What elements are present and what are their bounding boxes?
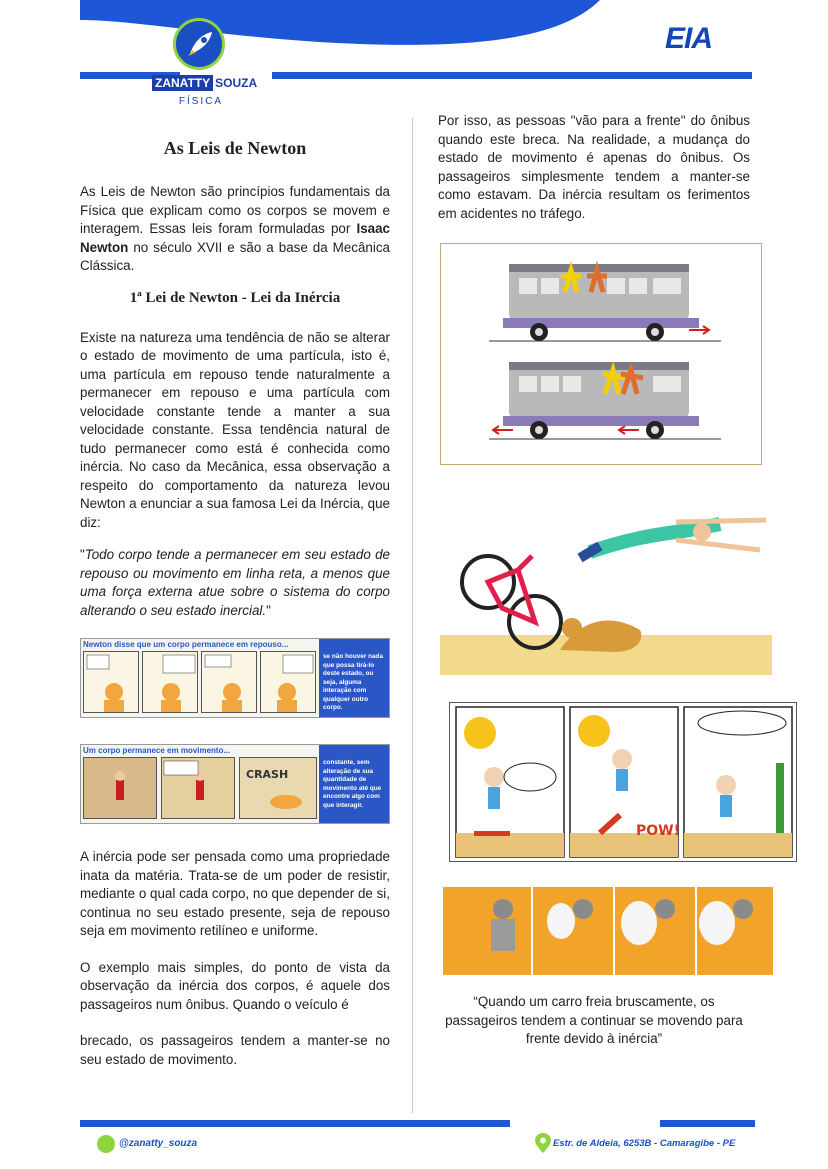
location-pin-icon bbox=[535, 1133, 551, 1153]
instagram-icon bbox=[97, 1135, 115, 1153]
comic-repouso-caption: Newton disse que um corpo permanece em repouso... bbox=[83, 640, 289, 649]
comic-panel bbox=[260, 651, 316, 713]
left-column bbox=[80, 120, 390, 1069]
brand-logo bbox=[146, 18, 256, 108]
comic-movimento-side-text: constante, sem alteração de sua quantidade de movimento até que encontre algo com que interagir. bbox=[319, 745, 389, 823]
footer-bar-short bbox=[660, 1120, 755, 1127]
bus-example-paragraph: O exemplo mais simples, do ponto de vista da observação da inércia dos corpos, é aquele dos passageiros num ônibus. Quando o veículo é bbox=[80, 959, 390, 1012]
instagram-handle[interactable]: @zanatty_souza bbox=[119, 1138, 198, 1149]
bus-braking-figure bbox=[440, 243, 762, 465]
intro-paragraph bbox=[80, 183, 390, 276]
crash-sound-text: CRASH bbox=[246, 768, 289, 781]
comic-panel bbox=[83, 757, 157, 819]
brand-name-part-2: SOUZA bbox=[215, 76, 258, 90]
car-crash-figure bbox=[443, 887, 773, 975]
address-text: Estr. de Aldeia, 6253B - Camaragibe - PE bbox=[553, 1138, 736, 1149]
eia-logo: EIA bbox=[665, 22, 713, 55]
comic-repouso bbox=[80, 638, 390, 718]
inertia-property-paragraph: A inércia pode ser pensada como uma propriedade inata da matéria. Trata-se de um poder de resistir, mediante o qual cada corpo, no que depender de si, continua no seu estado presente, seja de repouso seja em movimento retilíneo e uniforme. bbox=[80, 849, 390, 938]
quote-open-mark: " bbox=[80, 547, 85, 562]
comic-panel bbox=[239, 757, 317, 819]
page-title: As Leis de Newton bbox=[163, 138, 307, 158]
section-title: 1ª Lei de Newton - Lei da Inércia bbox=[129, 289, 341, 306]
comic-panel bbox=[142, 651, 198, 713]
footer-bar bbox=[80, 1120, 510, 1127]
comic-panel bbox=[161, 757, 235, 819]
brand-name bbox=[152, 74, 258, 92]
comic-repouso-side-text: se não houver nada que possa tirá-lo deste estado, ou seja, alguma interação com qualquer outro corpo. bbox=[319, 639, 389, 717]
pow-sound-text: POW! bbox=[636, 823, 680, 839]
brand-name-part-1: ZANATTY bbox=[152, 75, 213, 91]
brand-subtitle: FÍSICA bbox=[178, 96, 224, 107]
intro-text-1: As Leis de Newton são princípios fundamentais da Física que explicam como os corpos se movem e interagem. Essas leis foram formuladas por bbox=[80, 184, 390, 236]
bus-consequence-paragraph: Por isso, as pessoas "vão para a frente" do ônibus quando este breca. Na realidade, a mudança do estado de movimento é apenas do ônibus. Os passageiros simplesmente tendem a manter-se como estavam. Da inércia resultam os ferimentos em acidentes no tráfego. bbox=[438, 113, 750, 221]
comic-panel bbox=[201, 651, 257, 713]
quote-text: Todo corpo tende a permanecer em seu estado de repouso ou movimento em linha reta, a menos que uma força externa atue sobre o sistema do corpo alterando o seu estado inercial. bbox=[80, 547, 390, 618]
quote-close-mark: " bbox=[266, 602, 271, 618]
intro-bold-name: Isaac Newton bbox=[80, 221, 390, 255]
newton-quote bbox=[80, 546, 390, 620]
bus-example-continuation: brecado, os passageiros tendem a manter-se no seu estado de movimento. bbox=[80, 1033, 390, 1067]
skateboard-comic-figure bbox=[449, 702, 797, 862]
inertia-paragraph: Existe na natureza uma tendência de não se alterar o estado de movimento de uma partícula, isto é, uma partícula em repouso tende naturalmente a permanecer em repouso e uma partícula com velocidade constante tende a manter a sua velocidade constante. Essa tendência natural de tudo permanecer como está é conhecida como inércia. No caso da Mecânica, essa observação a respeito do comportamento da natureza levou Newton a enunciar a sua famosa Lei da Inércia, que diz: bbox=[80, 329, 390, 530]
bicycle-crash-figure bbox=[440, 510, 772, 675]
comic-panel bbox=[83, 651, 139, 713]
comic-movimento-caption: Um corpo permanece em movimento... bbox=[83, 746, 231, 755]
comic-movimento bbox=[80, 744, 390, 824]
intro-text-2: no século XVII e são a base da Mecânica Clássica. bbox=[80, 239, 390, 273]
car-crash-caption: “Quando um carro freia bruscamente, os passageiros tendem a continuar se movendo para frente devido à inércia” bbox=[445, 994, 743, 1046]
right-column bbox=[438, 112, 750, 223]
rocket-icon bbox=[173, 18, 225, 70]
column-divider bbox=[412, 118, 413, 1113]
